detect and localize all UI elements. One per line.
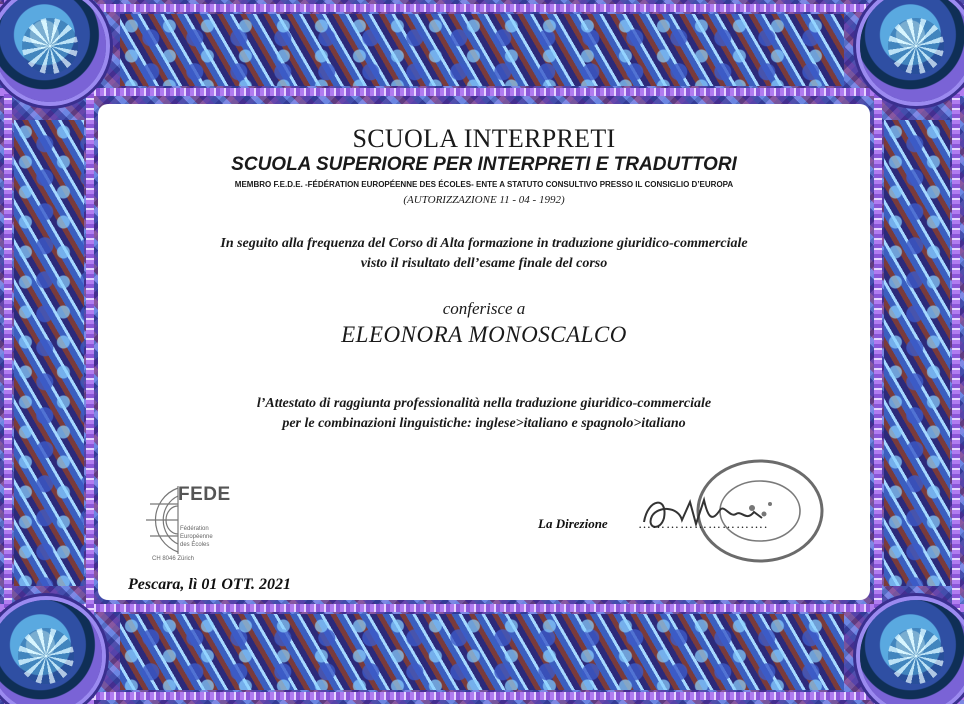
fede-logo [138,482,238,564]
ornament-band-top [120,14,844,86]
border-stripe-bottom-inner [0,604,964,612]
border-stripe-right-inner [874,0,882,704]
ornament-band-bottom [120,614,844,690]
certificate-panel [98,104,870,600]
corner-medallion-industry [860,600,964,704]
fede-line-3: des Écoles [180,542,210,548]
fede-line-1: Fédération [180,526,209,532]
membership-line: MEMBRO F.E.D.E. -FÉDÉRATION EUROPÉENNE DES ÉCOLES- ENTE A STATUTO CONSULTIVO PRESSO IL CONSIGLIO D’EUROPA [234,180,734,189]
attestation-line-1: l’Attestato di raggiunta professionalità nella traduzione giuridico-commerciale [256,396,712,411]
fede-location: CH 8046 Zürich [152,556,195,562]
place-date: Pescara, lì 01 OTT. 2021 [128,576,291,593]
ornament-band-left [14,120,84,586]
border-stripe-left [4,0,12,704]
globe-icon [138,482,180,556]
authorization-line: (AUTORIZZAZIONE 11 - 04 - 1992) [403,194,565,206]
school-subtitle: SCUOLA SUPERIORE PER INTERPRETI E TRADUTTORI [231,154,737,175]
fede-line-2: Européenne [180,534,213,540]
recipient-name: ELEONORA MONOSCALCO [341,322,627,347]
intro-line-2: visto il risultato dell’esame finale del corso [360,256,608,271]
border-stripe-top [0,4,964,12]
border-stripe-top-inner [0,88,964,96]
school-name: SCUOLA INTERPRETI [352,124,616,153]
intro-line-1: In seguito alla frequenza del Corso di Alta formazione in traduzione giuridico-commerciale [220,236,748,251]
confers-label: conferisce a [442,299,526,318]
ornament-band-right [884,120,950,586]
border-stripe-right [952,0,960,704]
attestation-line-2: per le combinazioni linguistiche: inglese>italiano e spagnolo>italiano [282,416,686,431]
border-stripe-left-inner [86,0,94,704]
border-stripe-bottom [0,692,964,700]
signature-dots: ………………………. [638,516,769,531]
signature-label: La Direzione [538,516,608,531]
fede-mark: FEDE [178,484,231,505]
